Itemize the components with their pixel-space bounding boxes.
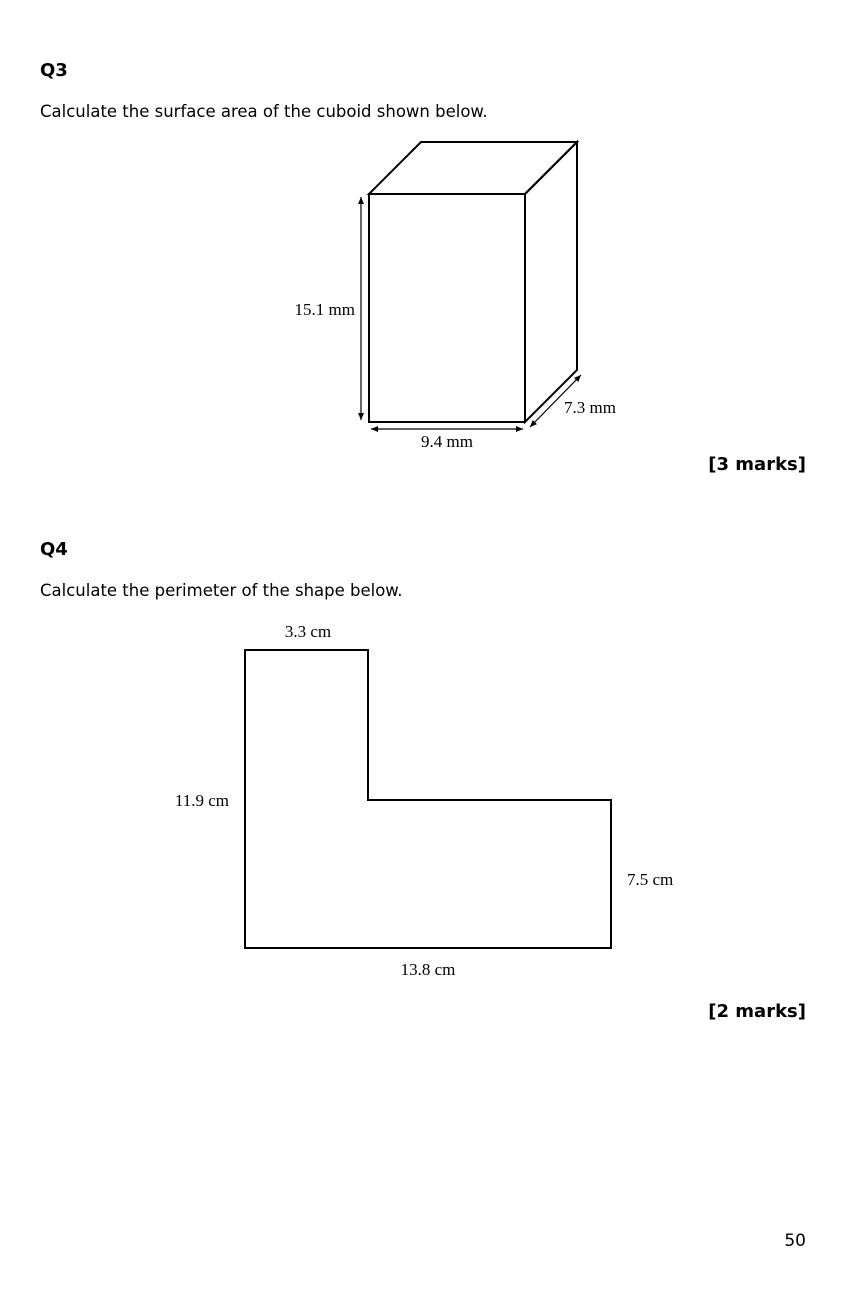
l-shape-diagram	[0, 610, 864, 990]
cuboid-front-face	[369, 194, 525, 422]
q3-question-text: Calculate the surface area of the cuboid shown below.	[40, 102, 488, 121]
l-shape-top-label: 3.3 cm	[284, 622, 332, 641]
q4-question-text: Calculate the perimeter of the shape below.	[40, 581, 403, 600]
l-shape-left-label: 11.9 cm	[174, 791, 229, 810]
cuboid-height-label: 15.1 mm	[294, 300, 355, 319]
q3-marks: [3 marks]	[708, 454, 806, 475]
q3-title: Q3	[40, 60, 68, 81]
l-shape-right-label: 7.5 cm	[627, 870, 674, 889]
cuboid-diagram	[0, 130, 864, 460]
cuboid-top-face	[369, 142, 577, 194]
l-shape-bottom-label: 13.8 cm	[400, 960, 456, 979]
l-shape-outline	[245, 650, 611, 948]
q4-title: Q4	[40, 539, 68, 560]
q4-marks: [2 marks]	[708, 1001, 806, 1022]
cuboid-side-face	[525, 142, 577, 422]
cuboid-depth-label: 7.3 mm	[564, 398, 616, 417]
page-number: 50	[784, 1231, 806, 1251]
cuboid-width-label: 9.4 mm	[421, 432, 473, 451]
